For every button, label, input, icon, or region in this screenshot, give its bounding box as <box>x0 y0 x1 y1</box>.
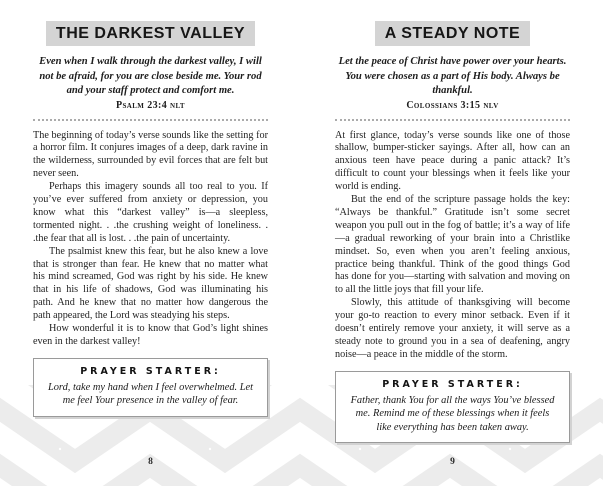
prayer-starter-text: Lord, take my hand when I feel overwhelmed. Let me feel Your presence in the valley of fear. <box>47 381 254 407</box>
left-page <box>0 0 301 486</box>
left-verse-reference: Psalm 23:4 nlt <box>115 99 185 111</box>
right-prayer-starter-box <box>335 371 570 444</box>
left-page-title: THE DARKEST VALLEY <box>46 21 255 46</box>
left-body-text <box>33 130 268 349</box>
body-paragraph: The beginning of today’s verse sounds like the setting for a horror film. It conjures images of a deep, dark ravine in the wilderness, surrounded by evil forces that are felt but never seen. <box>33 129 268 180</box>
body-paragraph: At first glance, today’s verse sounds like one of those shallow, bumper-sticker sayings. After all, how can an anxious teen have peace during a panic attack? It’s difficult to count your blessings when it feels like your world is ending. <box>335 129 570 193</box>
right-verse-reference: Colossians 3:15 nlv <box>406 99 499 111</box>
left-prayer-starter-box <box>33 358 268 417</box>
prayer-starter-text: Father, thank You for all the ways You’ve blessed me. Remind me of these blessings when it feels like everything has been taken away. <box>350 394 555 433</box>
body-paragraph: The psalmist knew this fear, but he also knew a love that is stronger than fear. He knew that no matter what his mind screamed, God was right by his side. He knew that in his life of shadows, God was illuminating his path. And he knew that no matter how dangerous the path appeared, the Lord was steadying his steps. <box>33 245 268 322</box>
right-body-text <box>335 130 570 362</box>
right-verse-text: Let the peace of Christ have power over your hearts. You were chosen as a part of His body. Always be thankful. <box>338 56 567 96</box>
right-page-title: A STEADY NOTE <box>375 21 530 46</box>
dotted-divider <box>33 119 268 121</box>
left-page-number: 8 <box>148 457 153 467</box>
body-paragraph: But the end of the scripture passage holds the key: “Always be thankful.” Gratitude isn’t some secret weapon you pull out in the fog of battle; it’s a way of life—a gradual reworking of your brain into a Christlike mindset. So, even when you aren’t feeling anxious, practice being thankful. Think of the good things God has done for you—starting with salvation and moving on to all the little joys that fill your life. <box>335 194 570 296</box>
body-paragraph: Slowly, this attitude of thanksgiving will become your go-to reaction to every minor setback. Even if it doesn’t entirely remove your anxiety, it will serve as a steady note to ground you in a sea of deafening, angry noise—a peace in the middle of the storm. <box>335 297 570 360</box>
body-paragraph: How wonderful it is to know that God’s light shines even in the darkest valley! <box>33 323 268 347</box>
prayer-starter-heading: PRAYER STARTER: <box>80 365 221 377</box>
right-page-number: 9 <box>450 457 455 467</box>
body-paragraph: Perhaps this imagery sounds all too real to you. If you’ve ever suffered from anxiety or depression, you know what this “darkest valley” is—a sleepless, tormented night. . .the crushing weight of loneliness. . .the fear that all is lost. . .the pain of uncertainty. <box>33 181 268 244</box>
prayer-starter-heading: PRAYER STARTER: <box>382 378 523 390</box>
dotted-divider <box>335 119 570 121</box>
right-page <box>302 0 603 486</box>
left-verse-text: Even when I walk through the darkest valley, I will not be afraid, for you are close beside me. Your rod and your staff protect and comfort me. <box>39 56 262 96</box>
